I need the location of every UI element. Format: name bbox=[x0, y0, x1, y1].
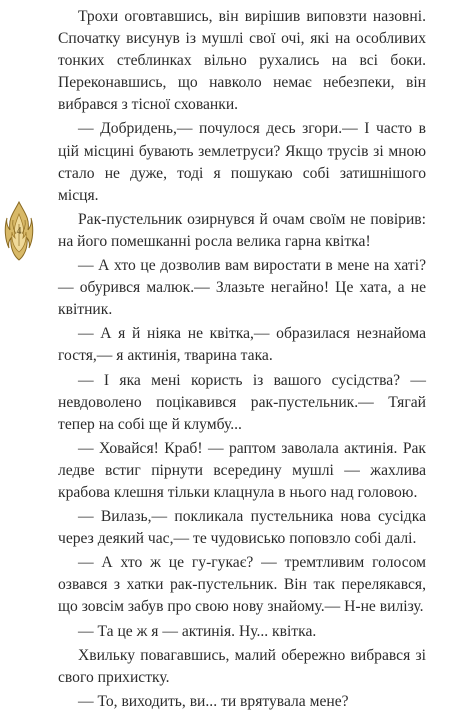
paragraph: — Та це ж я — актинія. Ну... квітка. bbox=[78, 622, 317, 640]
paragraph: — І яка мені користь із вашого сусідства? — невдоволено поцікавився рак-пустельник.— Тягай тепер на собі ще й клумбу... bbox=[58, 371, 426, 433]
text-body bbox=[58, 6, 426, 715]
paragraph: — Добридень,— почулося десь згори.— І часто в цій місцині бувають землетруси? Якщо трусів зі мною стало не дуже, тоді я пошукаю собі затишнішого місця. bbox=[58, 120, 426, 204]
paragraph: — А хто ж це гу-гукає? — тремтливим голосом озвався з хатки рак-пустельник. Він так перелякався, що зовсім забув про свою нову знайому.— Н-не вилізу. bbox=[58, 554, 426, 616]
paragraph: Трохи оговтавшись, він вирішив виповзти назовні. Спочатку висунув із мушлі свої очі, які на особливих тонких стеблинках вільно рухались на всі боки. Переконавшись, що навколо немає небезпеки, він вибрався з тісної схованки. bbox=[58, 8, 426, 114]
paragraph: Хвильку повагавшись, малий обережно вибрався зі свого прихистку. bbox=[58, 646, 426, 686]
paragraph: — Вилазь,— покликала пустельника нова сусідка через деякий час,— те чудовисько поповзло собі далі. bbox=[58, 508, 426, 548]
paragraph: — То, виходить, ви... ти врятувала мене? bbox=[78, 692, 349, 710]
paragraph: — А хто це дозволив вам виростати в мене на хаті? — обурився малюк.— Злазьте негайно! Це хата, а не квітник. bbox=[58, 257, 426, 319]
paragraph: — А я й ніяка не квітка,— образилася незнайома гостя,— я актинія, тварина така. bbox=[58, 325, 426, 365]
paragraph: Рак-пустельник озирнувся й очам своїм не повірив: на його помешканні росла велика гарна квітка! bbox=[58, 210, 426, 250]
paragraph: — Ховайся! Краб! — раптом заволала актинія. Рак ледве встиг пірнути всередину мушлі — жахлива крабова клешня тільки клацнула в нього над головою. bbox=[58, 439, 426, 501]
page-number: 4 bbox=[16, 226, 22, 237]
